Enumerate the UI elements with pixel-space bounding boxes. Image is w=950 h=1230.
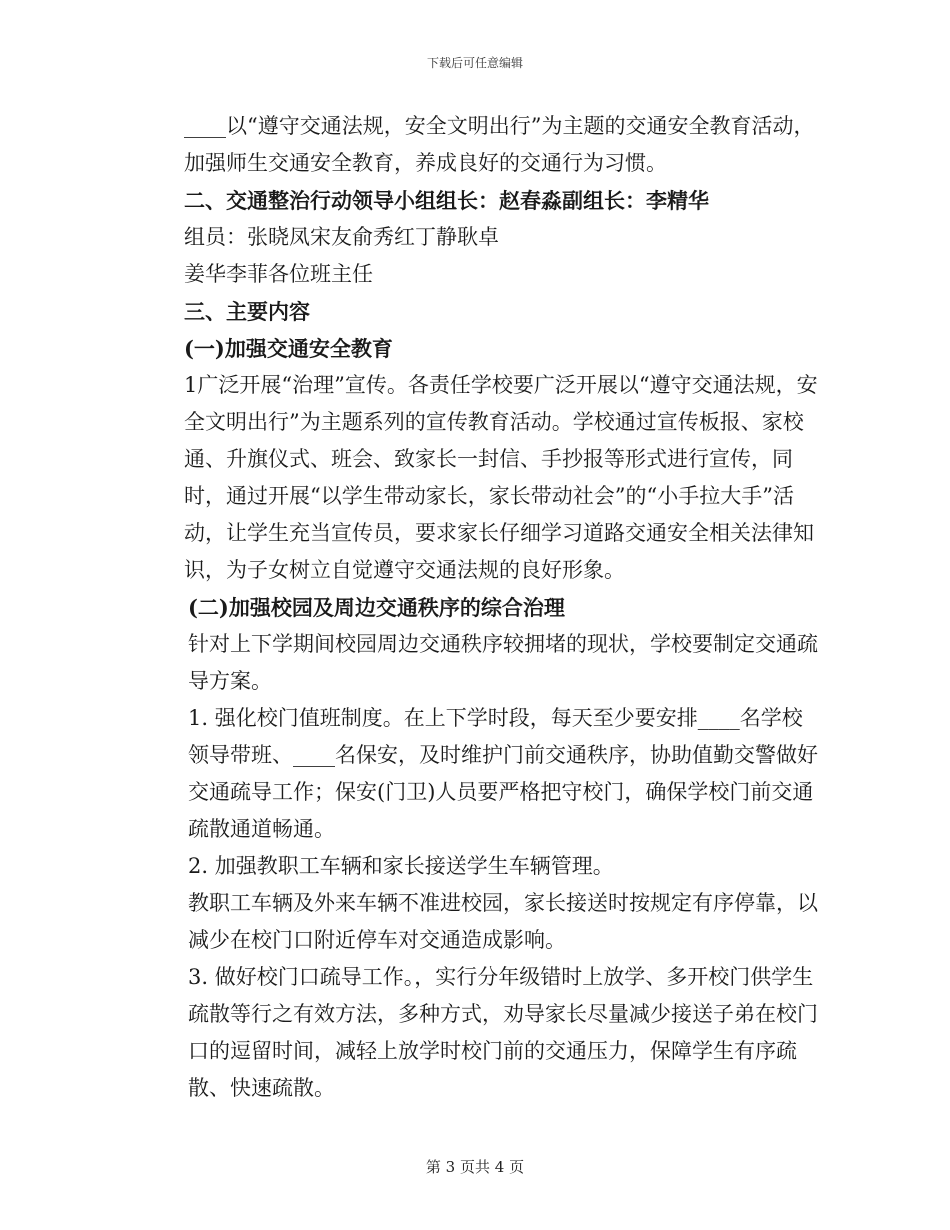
paragraph-vehicle-mgmt: 2. 加强教职工车辆和家长接送学生车辆管理。 xyxy=(188,854,614,878)
heading-main-content: 三、主要内容 xyxy=(184,299,310,324)
paragraph-members-cont: 姜华李菲各位班主任 xyxy=(184,262,373,286)
paragraph-plan: 针对上下学期间校园周边交通秩序较拥堵的现状，学校要制定交通疏导方案。 xyxy=(188,632,818,693)
paragraph-gate-duty: 1. 强化校门值班制度。在上下学时段，每天至少要安排____名学校领导带班、____名保安，及时维护门前交通秩序，协助值勤交警做好交通疏导工作；保安(门卫)人员要严格把守校门，确保学校门前交通疏散通道畅通。 xyxy=(188,706,818,841)
page-footer: 第 3 页共 4 页 xyxy=(425,1158,525,1176)
document-body xyxy=(142,108,822,1107)
page-header: 下载后可任意编辑 xyxy=(426,56,523,70)
heading-leadership-group: 二、交通整治行动领导小组组长：赵春淼副组长：李精华 xyxy=(184,188,709,213)
paragraph-intro: ____以“遵守交通法规，安全文明出行”为主题的交通安全教育活动，加强师生交通安全教育，养成良好的交通行为习惯。 xyxy=(184,114,815,175)
paragraph-publicity: 1广泛开展“治理”宣传。各责任学校要广泛开展以“遵守交通法规，安全文明出行”为主题系列的宣传教育活动。学校通过宣传板报、家校通、升旗仪式、班会、致家长一封信、手抄报等形式进行宣传，同时，通过开展“以学生带动家长，家长带动社会”的“小手拉大手”活动，让学生充当宣传员，要求家长仔细学习道路交通安全相关法律知识，为子女树立自觉遵守交通法规的良好形象。 xyxy=(184,373,818,582)
paragraph-members: 组员：张晓凤宋友俞秀红丁静耿卓 xyxy=(184,225,499,249)
subheading-education: (一)加强交通安全教育 xyxy=(184,336,393,361)
paragraph-vehicle-rules: 教职工车辆及外来车辆不准进校园，家长接送时按规定有序停靠，以减少在校门口附近停车对交通造成影响。 xyxy=(188,891,818,952)
paragraph-gate-guidance: 3. 做好校门口疏导工作。，实行分年级错时上放学、多开校门供学生疏散等行之有效方法，多种方式，劝导家长尽量减少接送子弟在校门口的逗留时间，减轻上放学时校门前的交通压力，保障学生有序疏散、快速疏散。 xyxy=(188,965,818,1100)
subheading-traffic-order: (二)加强校园及周边交通秩序的综合治理 xyxy=(188,595,565,620)
